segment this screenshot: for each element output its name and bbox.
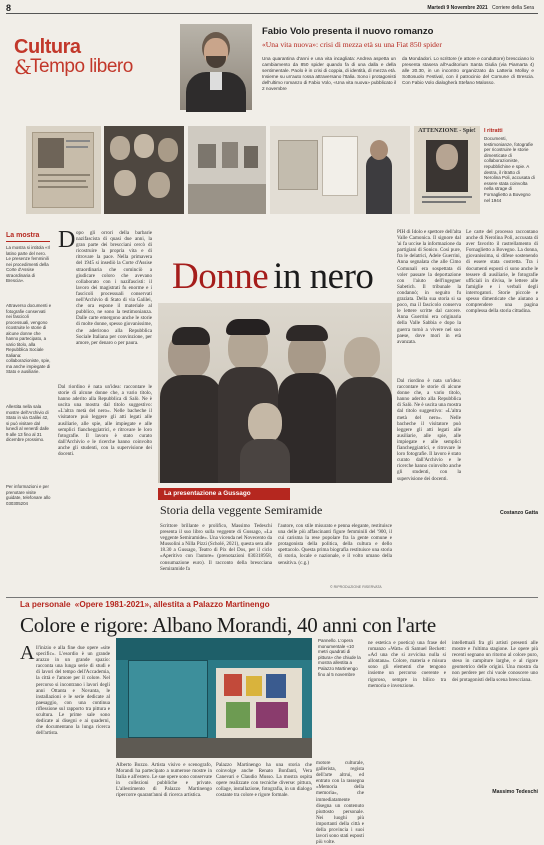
section-title: Cultura <box>14 36 81 58</box>
sidebar-item-2: Attraverso documenti e fotografie conservati nei fascicoli processuali, vengono ricostruite le storie di alcune donne che hanno partecipato, a vario titolo, alla Repubblica Sociale Italiana: collaborazioniste, spie, ma anche impiegate di Stato e ausiliarie. <box>6 303 52 374</box>
sidebar-item-3: Allestita nella sala mostre dell'Archivio di Stato in via Galilei 42, si può visitare dal lunedì al venerdì dalle 9 alle 13 fino al 31 dicembre prossimo. <box>6 404 49 442</box>
morandi-col4: motore culturale, gallerista, regista dell'arte altrui, ed entrato con la rassegna «Memoria della memoria», che immediatamente disegna un contenuto piuttosto personale. Nei luoghi più importanti della città e della provincia i suoi lavori sono stati esposti più volte. <box>316 760 364 845</box>
sidebar-rule <box>6 241 50 242</box>
sidebar-item-4: Per informazioni e per prenotare visite guidate, telefonare allo 030305204 <box>6 484 51 506</box>
headline-word-donne: Donne <box>172 256 269 297</box>
gussago-kicker: La presentazione a Gussago <box>164 490 251 497</box>
gussago-col1: Scrittore brillante e prolifico, Massimo Tedeschi presenta il suo libro sulla veggente di Gussago, «La veggente Semiramide». Una vicenda nel Novecento da Mussolini a Nilla Pizzi (Scholé, 2021), questa sera alle 18.30 a Gussago, Teatro di Pix del Dos, per il ciclo «Aperitivo con l'autore» (prenotazioni 030318958, consumazione euro). Il racconto della brescciana Semiramide fa <box>160 523 272 572</box>
morandi-kicker-title: «Opere 1981-2021», allestita a Palazzo Martinengo <box>74 600 270 609</box>
main-story-col2: Dal riordino è nata un'idea: raccontare le storie di alcune donne che, a vario titolo, hanno aderito alla Repubblica di Salò. Ne è uscita una mostra dal titolo suggestivo: «L'altra metà del nero». Nelle bacheche il visitatore può leggere gli atti legati alle ausiliarie, alle spie, alle impiegate e alle semplici fiancheggiatrici, e ritrovare le loro fotografie. Il lavoro è stato curato dall'Archivio e le ricerche hanno coinvolto anche gli studenti, con la supervisione dei docenti. <box>58 384 152 458</box>
date-line <box>427 5 534 11</box>
main-headline <box>172 258 373 296</box>
page-number: 8 <box>6 3 12 13</box>
top-story-subhead: «Una vita nuova»: crisi di mezza età su una Fiat 850 spider <box>262 40 442 49</box>
gussago-headline: Storia della veggente Semiramide <box>160 503 323 517</box>
morandi-col5: ne estetica e poetica) una frase del romanzo «Watt» di Samuel Beckett: «Ad una che si avvicina nulla si allontana». Colore, materia e misura sono gli elementi che tengono insieme un percorso coerente e rigoroso, sempre in bilico tra memoria e invenzione. <box>368 640 446 689</box>
photo-caption-title: I ritratti <box>484 128 503 134</box>
morandi-headline: Colore e rigore: Albano Morandi, 40 anni con l'arte <box>20 613 436 637</box>
morandi-col2: Alberto Bozzo. Artista visivo e scenografo, Morandi ha partecipato a numerose mostre in Italia e all'estero. Le sue opere sono conservate in collezioni pubbliche e private. L'allestimento di Palazzo Martinengo ripercorre quarant'anni di ricerca artistica. <box>116 762 212 799</box>
header-rule <box>6 13 538 14</box>
poster-title: ATTENZIONE - Spie! <box>418 128 476 134</box>
morandi-photo-caption: Pannello. L'opera monumentale «10 metri quadrati di pittura» che chiude la mostra allestita a Palazzo Martinengo fino al 5 novembre <box>318 638 361 677</box>
gussago-col2: l'autore, con stile misurato e penna elegante, restituisce una delle più affascinanti figure femminili del '900, il cui carisma la rese popolare fra la gente comune e protagonista della politica, della cultura e dello spettacolo. Questa prima biografia restituisce una storia di storia, locale e nazionale, e il volto umano della sensitiva. (c.g.) <box>278 523 392 566</box>
sidebar-item-1: La mostra si intitola «Il latino parte del nero. Le presenze femminili nei procedimenti della Corte d'Assise straordinaria di Brescia». <box>6 245 50 283</box>
date-text: Martedì 9 Novembre 2021 <box>427 5 488 11</box>
document-photo-2 <box>104 126 184 214</box>
morandi-installation-photo <box>116 638 312 758</box>
exhibition-photo <box>188 126 266 214</box>
newspaper-name: Corriere della Sera <box>492 5 534 11</box>
main-dropcap: D <box>58 227 76 253</box>
morandi-signature: Massimo Tedeschi <box>492 789 538 795</box>
morandi-dropcap: A <box>20 642 35 664</box>
section-ampersand: & <box>14 55 32 79</box>
morandi-col6: intellettuali fra gli artisti presenti alle mostre e l'ultima stagione. Le opere più recenti segnano un ritorno al colore puro, steso in campiture larghe, e al rigore geometrico delle origini. Una mostra da non perdere per chi vuole conoscere uno dei protagonisti della scena brescciana. <box>452 640 538 683</box>
fabio-volo-photo <box>180 24 252 110</box>
top-story-col2: da Mondadori. Lo scrittore (e attore e conduttore) brescciano lo presenta stasera all'Auditorium Santa Giulia (via Piamarta 4) alle 20.30, in un incontro organizzato da Latteria Molloy e Sottosuolo Festival, con il patrocinio del Comune di Brescia. Con Fabio Volo dialogherà Stefano Malosso. <box>402 56 534 85</box>
archive-photo <box>270 126 410 214</box>
top-story-col1: Una quarantina d'anni e una vita incagliata: Andrea aspetta un cambiamento da 850 spider quando fa di una dalla e della sentimentale. Paolo è in crisi di coppia, di identità, di mezza età. Insieme su un'auto rossa attraversano l'Italia. Sono i protagonisti dell'ultimo romanzo di Fabio Volo, «Una vita nuova» pubblicato il 2 novembre <box>262 56 396 91</box>
main-story-signature: Costanzo Gatta <box>499 510 538 516</box>
main-story-col4: Le carte del processo raccontano anche di Nerolina Poli, accusata di aver favorito il rastrellamento di Fornaglietto a Bovegno. La donna, giovanissima, si difese sostenendo di essere stata costretta. Tra i documenti esposti ci sono anche le tessere di ausiliarie, le fotografie ufficiali in divisa, le lettere alle famiglie e i verbali degli interrogatori. Storie piccole e spesso dimenticate che aiutano a comprendere una pagina complessa della storia cittadina. <box>466 229 538 315</box>
spy-poster <box>414 126 480 214</box>
top-story-headline: Fabio Volo presenta il nuovo romanzo <box>262 26 434 37</box>
morandi-kicker-label: La personale <box>20 600 71 609</box>
main-story-col3b: Dal riordino è nata un'idea: raccontare le storie di alcune donne che, a vario titolo, hanno aderito alla Repubblica di Salò. Ne è uscita una mostra dal titolo suggestivo: «L'altra metà del nero». Nelle bacheche il visitatore può leggere gli atti legati alle ausiliarie, alle spie, alle impiegate e alle semplici fiancheggiatrici, e ritrovare le loro fotografie. Il lavoro è stato curato dall'Archivio e le ricerche hanno coinvolto anche gli studenti, con la supervisione dei docenti. <box>397 378 461 482</box>
document-photo-1 <box>26 126 101 214</box>
morandi-kicker <box>20 600 270 609</box>
main-story-col3: PIH di Idolo e spettore dell'alta Valle Camonica. Il signore dal 'ai fa uccise la informazione da partigiani di Sonico. Così pure, fra le delatrici, Adele Guerrini, Anna segnalata che alle Cimo Comunali era sospettata di voler passare la deportazione con l'aiuto dell'ingegner Sabetich. Il tribunale la condannò; in seguito fu graziata. Della sua storia si sa poco, ma il fascicolo conserva le lettere scritte dal carcere. Anna Guerrini era originaria della Valle Sabbia e dopo la guerra tornò a vivere nel suo paese, dove morì in età avanzata. <box>397 229 461 345</box>
morandi-col3: Palazzo Martinengo ha una storia che coinvolge anche Renato Bonfanti, Vera Canevari e Claudio Musso. La mostra ospita opere realizzate con tecniche diverse: pittura, collage, installazione, fotografia, in un dialogo costante tra colore e rigore formale. <box>216 762 312 799</box>
group-photo <box>158 303 392 483</box>
bottom-section-rule <box>6 597 538 598</box>
sidebar-title: La mostra <box>6 232 40 239</box>
headline-word-nero: in nero <box>273 256 374 297</box>
main-story-col1: opo gli orrori della barbarie nazifascista di quasi due anni, la gran parte dei brescciani cercò di ricostruire la propria vita e di ritrovare la pace. Nella primavera del 1945 si insediò la Corte d'Assise straordinaria che cominciò a giudicare coloro che avevano collaborato con i nazifascisti: il lavoro dei magistrati fu enorme e i fascicoli processuali conservati nell'Archivio di Stato di via Galilei, che ora espone il materiale al pubblico, ne sono la testimonianza. Dalle carte emergono anche le storie di molte donne, spesso giovanissime, che aderirono alla Repubblica Sociale Italiana per convinzione, per amore, per denaro o per paura. <box>76 230 152 346</box>
photo-caption: Documenti, testimonianze, fotografie per ricostruire le storie dimenticate di collaborazioniste, repubblichine e spie. A destra, il ritratto di Nerolina Poli, accusata di essere stata coinvolta nella strage di Fornaglietto a Bovegno nel 1944 <box>484 136 535 203</box>
section-subtitle: Tempo libero <box>30 56 133 77</box>
morandi-col1: ll'inizio e alla fine due opere «site specific». L'esordio è un grande arazzo in un grande spazio: racconta una lunga serie di studi e di lavori del tempo dell'Accademia, la città e l'amore per il colore. Nel percorso si incontrano i lavori degli anni Ottanta e Novanta, le installazioni e le serie dedicate al paesaggio, con una continua riflessione sul rapporto tra pittura e scultura. Le prime sale sono dedicate ai disegni e ai quaderni, che documentano la lunga ricerca dell'artista. <box>36 645 110 737</box>
gussago-byline: © RIPRODUZIONE RISERVATA <box>330 585 382 589</box>
